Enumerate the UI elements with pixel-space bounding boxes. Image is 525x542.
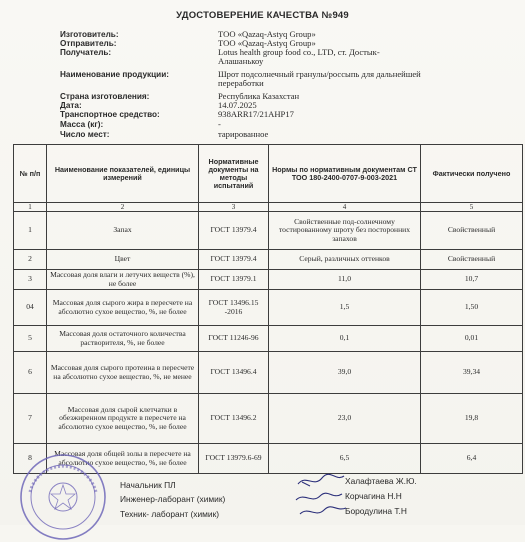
table-row — [14, 250, 523, 270]
technician-label: Техник- лаборант (химик) — [120, 509, 220, 519]
recipient-row — [60, 48, 500, 66]
cell-number: 2 — [14, 250, 47, 270]
quality-table — [13, 144, 523, 474]
cell-number: 04 — [14, 290, 47, 326]
technician-name: Бородулина Т.Н — [345, 506, 407, 516]
product-value-line-2: переработки — [218, 78, 264, 88]
cell-number: 5 — [14, 326, 47, 352]
sender-value: ТОО «Qazaq-Astyq Group» — [218, 38, 316, 48]
product-value — [218, 70, 500, 88]
cell-norm: Свойственные под-солнечному тостированному шроту без посторонних запахов — [269, 212, 421, 250]
sender-label: Отправитель: — [60, 39, 117, 48]
cell-method: ГОСТ 13496.15 -2016 — [199, 290, 269, 326]
cell-number: 3 — [14, 270, 47, 290]
cell-indicator: Массовая доля общей золы в пересчете на абсолютно сухое вещество, %, не более — [47, 444, 199, 474]
recipient-value-line-2: Алашанькоу — [218, 56, 264, 66]
cell-norm: 6,5 — [269, 444, 421, 474]
engineer-name: Корчагина Н.Н — [345, 491, 402, 501]
header-number: № п/п — [14, 145, 47, 203]
cell-number: 6 — [14, 352, 47, 394]
header-actual: Фактически получено — [421, 145, 523, 203]
table-column-numbers — [14, 203, 523, 212]
country-label: Страна изготовления: — [60, 92, 150, 101]
cell-indicator: Цвет — [47, 250, 199, 270]
head-name: Халафтаева Ж.Ю. — [345, 476, 417, 486]
cell-actual: 39,34 — [421, 352, 523, 394]
info-block — [60, 30, 500, 139]
recipient-value — [218, 48, 500, 66]
manufacturer-label: Изготовитель: — [60, 30, 119, 39]
cell-norm: 0,1 — [269, 326, 421, 352]
cell-actual: 0,01 — [421, 326, 523, 352]
cell-actual: 1,50 — [421, 290, 523, 326]
cell-number: 7 — [14, 394, 47, 444]
recipient-value-line-1: Lotus health group food co., LTD, ст. Достык- — [218, 47, 380, 57]
country-row — [60, 92, 500, 101]
mass-label: Масса (кг): — [60, 120, 104, 129]
signatures-handwritten — [292, 470, 352, 522]
table-row — [14, 270, 523, 290]
table-header-row — [14, 145, 523, 203]
cell-actual: Свойственный — [421, 250, 523, 270]
country-value: Республика Казахстан — [218, 91, 300, 101]
cell-number: 8 — [14, 444, 47, 474]
table-row — [14, 394, 523, 444]
cell-method: ГОСТ 13496.2 — [199, 394, 269, 444]
mass-row — [60, 120, 500, 129]
document-title: УДОСТОВЕРЕНИЕ КАЧЕСТВА №949 — [176, 10, 349, 21]
cell-indicator: Массовая доля сырого жира в пересчете на абсолютно сухое вещество, %, не более — [47, 290, 199, 326]
places-label: Число мест: — [60, 130, 110, 139]
header-norm: Нормы по нормативным документам СТ ТОО 180-2400-0707-9-003-2021 — [269, 145, 421, 203]
column-number: 2 — [47, 203, 199, 212]
cell-indicator: Массовая доля сырого протеина в пересчете на абсолютно сухое вещество, %, не менее — [47, 352, 199, 394]
date-label: Дата: — [60, 101, 82, 110]
cell-actual: 19,8 — [421, 394, 523, 444]
places-value: тарированное — [218, 129, 269, 139]
recipient-label: Получатель: — [60, 48, 112, 57]
cell-method: ГОСТ 13979.6-69 — [199, 444, 269, 474]
column-number: 4 — [269, 203, 421, 212]
mass-value: - — [218, 119, 221, 129]
cell-norm: 23,0 — [269, 394, 421, 444]
column-number: 3 — [199, 203, 269, 212]
cell-method: ГОСТ 13979.1 — [199, 270, 269, 290]
date-value: 14.07.2025 — [218, 100, 257, 110]
header-method: Нормативные документы на методы испытаний — [199, 145, 269, 203]
cell-norm: 39,0 — [269, 352, 421, 394]
cell-actual: 10,7 — [421, 270, 523, 290]
transport-row — [60, 110, 500, 119]
places-row — [60, 130, 500, 139]
table-row — [14, 212, 523, 250]
cell-indicator: Запах — [47, 212, 199, 250]
head-label: Начальник ПЛ — [120, 480, 176, 490]
cell-indicator: Массовая доля сырой клетчатки в обезжиренном продукте в пересчете на абсолютно сухое вещество, %, не более — [47, 394, 199, 444]
engineer-label: Инженер-лаборант (химик) — [120, 494, 226, 504]
cell-indicator: Массовая доля остаточного количества растворителя, %, не более — [47, 326, 199, 352]
cell-norm: 1,5 — [269, 290, 421, 326]
table-row — [14, 326, 523, 352]
product-row — [60, 70, 500, 88]
header-indicator: Наименование показателей, единицы измерений — [47, 145, 199, 203]
cell-method: ГОСТ 11246-96 — [199, 326, 269, 352]
cell-method: ГОСТ 13979.4 — [199, 212, 269, 250]
cell-method: ГОСТ 13979.4 — [199, 250, 269, 270]
table-row — [14, 352, 523, 394]
column-number: 1 — [14, 203, 47, 212]
table-body — [14, 212, 523, 474]
round-stamp — [18, 452, 108, 542]
table-row — [14, 290, 523, 326]
transport-label: Транспортное средство: — [60, 110, 160, 119]
cell-number: 1 — [14, 212, 47, 250]
cell-method: ГОСТ 13496.4 — [199, 352, 269, 394]
cell-indicator: Массовая доля влаги и летучих веществ (%), не более — [47, 270, 199, 290]
cell-norm: Серый, различных оттенков — [269, 250, 421, 270]
cell-norm: 11,0 — [269, 270, 421, 290]
product-value-line-1: Шрот подсолнечный гранулы/россыпь для дальнейшей — [218, 69, 421, 79]
cell-actual: 6,4 — [421, 444, 523, 474]
product-label: Наименование продукции: — [60, 70, 169, 79]
column-number: 5 — [421, 203, 523, 212]
cell-actual: Свойственный — [421, 212, 523, 250]
transport-value: 938ARR17/21AHP17 — [218, 109, 294, 119]
manufacturer-value: ТОО «Qazaq-Astyq Group» — [218, 29, 316, 39]
